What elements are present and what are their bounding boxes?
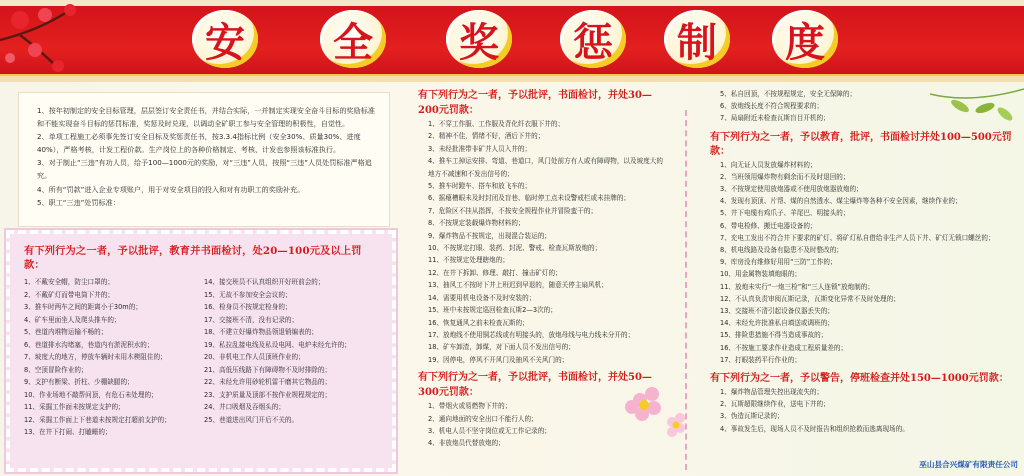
list-item: 5、井下电缆有鸡爪子、羊尾巴、明接头的； — [720, 209, 850, 218]
list-item: 5、推车时蹬车、搭车和放飞车的； — [428, 182, 532, 191]
list-item: 4、矿车里面坐人及爬头推车的； — [24, 315, 121, 324]
list-item: 6、放炮线长度不符合规程要求的； — [720, 102, 824, 111]
list-item: 12、在井下拆卸、修理、敲打、撞击矿灯的； — [428, 268, 562, 277]
intro-para-3: 3、对于制止“三违”有功人员，给予100—1000元的奖励，对“三违”人员，按照“三违”人员处罚标准严格追究。 — [37, 158, 372, 180]
list-item: 13、在井下打闹、打瞌睡的； — [24, 428, 112, 436]
list-item: 5、私自回顶，不按规程规定，安全无保障的； — [720, 90, 857, 98]
list-item: 7、危险区不挂从指挥，不按安全规程作业并冒险蛮干的； — [428, 206, 598, 215]
list-item: 6、巷道排水沟堵塞，巷道内有淤泥积水的； — [24, 340, 154, 349]
flower-decoration-icon — [610, 360, 700, 450]
list-item: 13、交接班不清引起设备仪器丢失的； — [720, 307, 834, 316]
leaf-decoration-icon — [930, 84, 1024, 144]
list-item: 2、瓦斯超限继续作业，送电下井的； — [720, 400, 830, 409]
penalty-list-100-500 — [698, 159, 1018, 366]
list-item: 2、当班领用爆炸物有剩余而不及时退回的； — [720, 172, 850, 181]
list-item: 9、爆炸物品不按规定，出现混合装运的； — [428, 231, 551, 240]
list-item: 8、机电线路及设备有隐患不及时整改的； — [720, 246, 843, 255]
penalty-list-30-200 — [418, 118, 664, 366]
list-item: 2、精神不佳，情绪不好，酒后下井的； — [428, 132, 545, 141]
list-item: 5、巷道内堆物运输不畅的； — [24, 328, 108, 336]
list-item: 11、采掘工作面未按规定支护的； — [24, 403, 125, 411]
list-item: 7、坡度大的地方，停放车辆时未用木楔阻住的； — [24, 353, 167, 361]
list-item: 16、检身员不按规定检身的； — [204, 303, 292, 311]
list-item: 23、支护质量及顶部不按作业规程规定的； — [204, 390, 332, 399]
list-item: 14、接交班员不认真组织开好班前会的； — [204, 278, 325, 286]
list-item: 3、推车时两车之间的距离小于30m的； — [24, 303, 142, 311]
list-item: 4、非放炮员代替放炮的； — [428, 439, 505, 448]
list-item: 17、打眼装药平行作业的； — [720, 355, 801, 364]
list-item: 10、作业场地不敲帮问顶，有危石未处理的； — [24, 390, 158, 399]
list-item: 18、不建立好爆炸物品领退销编表的； — [204, 328, 318, 336]
plum-blossom-decoration-icon — [0, 0, 130, 90]
list-item: 10、不按规定打眼、装药、封泥、警戒、检查瓦斯放炮的； — [428, 244, 602, 253]
list-item: 3、不按规定使用放炮器或不使用放炮器放炮的； — [720, 185, 863, 194]
company-name: 巫山县合兴煤矿有限责任公司 — [919, 460, 1018, 469]
title-char-4: 惩 — [560, 10, 626, 68]
header-bottom-strip — [0, 74, 1024, 82]
list-item: 8、不按规定装载爆炸物材料的； — [428, 219, 525, 228]
list-item: 11、放炮未实行“一炮三检”和“三人连锁”放炮制的； — [720, 282, 874, 291]
list-item: 7、充电工发出不符合井下要求的矿灯、将矿灯私自借给非生产人员下井、矿灯无锁口螺丝的； — [720, 233, 995, 242]
list-item: 9、库房没有维修好用用“三防”工作的； — [720, 258, 837, 267]
list-item: 3、未经批准带非矿井人员入井的； — [428, 144, 532, 153]
list-item: 4、推车工掉运安排、弯道、巷道口，风门处前方有人或有障碍物，以及坡度大的地方不减速和不发出信号的； — [428, 157, 663, 178]
title-char-3: 奖 — [446, 10, 512, 68]
list-item: 1、向无证人员发放爆炸材料的； — [720, 160, 817, 169]
intro-para-5: 5、职工“三违”处罚标准： — [37, 198, 120, 208]
list-item: 6、摇瘪槽眼未及时封闭及盲巷、临时停工点未设警戒栏或未挂牌的； — [428, 194, 631, 203]
title-char-5: 制 — [664, 10, 730, 68]
title-char-1: 安 — [192, 10, 258, 68]
list-item: 25、巷道进出风门开后不关的。 — [204, 415, 299, 424]
list-item: 1、不戴安全帽，防尘口罩的； — [24, 278, 114, 286]
penalty-list-left — [24, 276, 198, 439]
penalty-panel-20-100 — [6, 230, 396, 472]
list-item: 12、采掘工作面上下巷道未按规定打超前支护的； — [24, 415, 171, 424]
header-top-strip — [0, 0, 1024, 6]
list-item: 14、需要用机电设备不及时安装的； — [428, 293, 536, 302]
list-item: 17、放炮线不使用铜芯线或有明接头的，放炮母线与电力线未分开的； — [428, 330, 635, 339]
list-item: 3、伪造瓦斯记录的； — [720, 412, 784, 421]
list-item: 7、局扇附近未检查瓦斯盲目开机的； — [720, 114, 830, 123]
section-heading-50-300: 有下列行为之一者，予以批评，书面检讨，并处50—300元罚款： — [418, 372, 652, 399]
list-item: 1、带烟火或易燃物下井的； — [428, 402, 512, 411]
list-item: 24、井口吸烟及吞烟头的； — [204, 403, 285, 411]
list-item: 20、非机电工作人员顶班作业的； — [204, 353, 305, 361]
list-item: 10、用金属物装填炮眼的； — [720, 270, 801, 279]
right-column — [698, 88, 1018, 472]
list-item: 16、不按施工要求作业造成工程质量差的； — [720, 343, 848, 352]
list-item: 4、发现有顶顶、片帮、煤的自然透水、煤尘爆炸等各种不安全因素，继续作业的； — [720, 197, 962, 206]
list-item: 1、不穿工作服、工作服及背化纤衣服下井的； — [428, 120, 565, 128]
title-char-2: 全 — [320, 10, 386, 68]
intro-para-1: 1、按年初制定的安全目标管理，层层签订安全责任书，并结合实际，一并制定实现安全奋斗目标的奖励标准和不能实现奋斗目标的惩罚标准，奖惩及时兑现，以调动全矿职工参与安全管理的积极性，自觉性。 — [37, 106, 375, 128]
title-char-6: 度 — [772, 10, 838, 68]
intro-para-2: 2、单项工程施工必须事先签订安全目标及奖惩责任书，按3.3.4指标比例（安全30%、质量30%、进度40%），严格考核，计发工程价款。生产岗位上的各种价格制定、考核、计发也参照该标准执行。 — [37, 132, 361, 154]
intro-para-4: 4、所有“罚款”进入企业专项账户，用于对安全项目的投入和对有功职工的奖励补充。 — [37, 184, 305, 194]
list-item: 14、未经允许批准私自填送或调班的； — [720, 319, 834, 328]
list-item: 19、因停电，停风不开风门及抽风不关风门的； — [428, 355, 569, 364]
list-item: 8、空顶冒险作业的； — [24, 365, 88, 374]
list-item: 2、通向地面的安全出口不能行人的； — [428, 414, 538, 423]
list-item: 2、不戴矿灯而带电筒下井的； — [24, 290, 114, 299]
list-item: 6、带电检修、搬迁电器设备的； — [720, 221, 817, 230]
list-item: 4、事故发生后，现场人员不及时报告和组织抢救而逃离现场的。 — [720, 424, 909, 433]
section-heading-30-200: 有下列行为之一者，予以批评，书面检讨，并处30—200元罚款： — [418, 90, 652, 116]
section-heading-150-1000: 有下列行为之一者，予以警告，停班检查并处150—1000元罚款： — [710, 373, 1009, 385]
list-item: 12、不认真负责审阅瓦斯记录，瓦斯变化异常不及时处理的； — [720, 294, 900, 303]
list-item: 22、未经允许用砂轮机雷干磨其它物品的； — [204, 378, 332, 386]
list-item: 17、交接班不清，没有记录的； — [204, 315, 299, 324]
section-heading-100-500: 有下列行为之一者，予以教育，批评，书面检讨并处100—500元罚款： — [710, 131, 1012, 157]
list-item: 15、排险患措施不得当造成事故的； — [720, 331, 828, 340]
list-item: 11、不按规定处理瞎炮的； — [428, 256, 509, 265]
list-item: 13、抽风工不按时下井上班迟到早退的，随意关停主扇风机； — [428, 281, 608, 290]
list-item: 15、无故不参加安全会议的； — [204, 290, 292, 299]
intro-panel — [18, 92, 390, 227]
penalty-list-150-1000 — [698, 386, 1018, 435]
header-banner — [0, 0, 1024, 82]
section-heading-20-100: 有下列行为之一者，予以批评，教育并书面检讨，处20—100元及以上罚款： — [24, 245, 362, 271]
penalty-list-right — [204, 276, 378, 439]
list-item: 3、机电人员不坚守岗位或无工作记录的； — [428, 426, 551, 435]
list-item: 19、私拉乱接电线及私设电网、电炉未经允许的； — [204, 340, 351, 349]
list-item: 1、爆炸物品管理失控出现流失的； — [720, 388, 824, 397]
list-item: 18、矿车卸渣，卸煤，对下面人员不发出信号的； — [428, 343, 575, 352]
list-item: 15、班中未按规定巡回检查瓦斯2—3次的； — [428, 306, 557, 315]
list-item: 21、高低压线路下有障碍物不及时排除的； — [204, 365, 332, 374]
list-item: 16、恢复通风之前未检查瓦斯的； — [428, 318, 529, 327]
list-item: 9、支护有断梁、折柱、少棚缺腿的； — [24, 378, 134, 386]
